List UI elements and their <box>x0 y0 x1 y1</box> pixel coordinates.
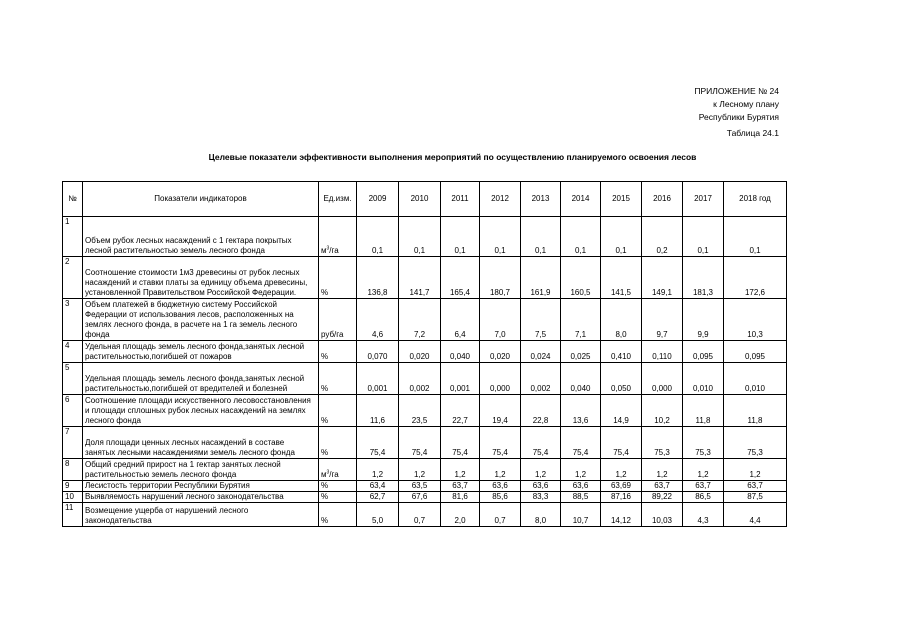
value-cell: 63,6 <box>521 481 561 492</box>
table-row <box>63 395 787 427</box>
indicator-name: Общий средний прирост на 1 гектар занятых лесной растительностью земель лесного фонда <box>83 459 319 481</box>
value-cell: 67,6 <box>399 492 441 503</box>
unit-main: % <box>321 516 329 525</box>
row-number: 8 <box>63 459 83 481</box>
value-cell: 0,025 <box>561 341 601 363</box>
column-header: № <box>63 182 83 217</box>
column-header: 2017 <box>683 182 724 217</box>
value-cell: 1,2 <box>642 459 683 481</box>
value-cell: 86,5 <box>683 492 724 503</box>
row-number: 6 <box>63 395 83 427</box>
value-cell: 1,2 <box>480 459 521 481</box>
unit-main: % <box>321 384 329 393</box>
indicator-name: Возмещение ущерба от нарушений лесного законодательства <box>83 503 319 527</box>
column-header: Ед.изм. <box>319 182 357 217</box>
value-cell: 63,7 <box>441 481 480 492</box>
value-cell: 0,020 <box>480 341 521 363</box>
unit-cell <box>319 481 357 492</box>
table-row <box>63 503 787 527</box>
value-cell: 62,7 <box>357 492 399 503</box>
value-cell: 8,0 <box>601 299 642 341</box>
table-row <box>63 481 787 492</box>
unit-cell <box>319 492 357 503</box>
unit-main: % <box>321 492 329 501</box>
unit-cell <box>319 395 357 427</box>
value-cell: 11,8 <box>724 395 787 427</box>
value-cell: 75,4 <box>480 427 521 459</box>
value-cell: 0,000 <box>480 363 521 395</box>
value-cell: 14,9 <box>601 395 642 427</box>
column-header: Показатели индикаторов <box>83 182 319 217</box>
unit-main: % <box>321 288 329 297</box>
value-cell: 7,2 <box>399 299 441 341</box>
column-header: 2014 <box>561 182 601 217</box>
value-cell: 75,4 <box>521 427 561 459</box>
value-cell: 0,1 <box>561 217 601 257</box>
value-cell: 136,8 <box>357 257 399 299</box>
unit-main: % <box>321 416 329 425</box>
value-cell: 172,6 <box>724 257 787 299</box>
column-header: 2018 год <box>724 182 787 217</box>
value-cell: 0,050 <box>601 363 642 395</box>
unit-cell <box>319 363 357 395</box>
value-cell: 22,8 <box>521 395 561 427</box>
unit-cell <box>319 257 357 299</box>
unit-superscript: 3 <box>326 245 330 252</box>
column-header: 2012 <box>480 182 521 217</box>
column-header: 2015 <box>601 182 642 217</box>
value-cell: 165,4 <box>441 257 480 299</box>
appendix-region: Республики Бурятия <box>698 112 779 122</box>
indicators-table <box>62 181 787 527</box>
value-cell: 6,4 <box>441 299 480 341</box>
document-title: Целевые показатели эффективности выполнения мероприятий по осуществлению планируемого освоения лесов <box>208 152 697 162</box>
column-header: 2013 <box>521 182 561 217</box>
value-cell: 85,6 <box>480 492 521 503</box>
indicator-name: Объем платежей в бюджетную систему Российской Федерации от использования лесов, расположенных на землях лесного фонда, в расчете на 1 га земель лесного фонда <box>83 299 319 341</box>
value-cell: 0,1 <box>724 217 787 257</box>
value-cell: 0,095 <box>724 341 787 363</box>
value-cell: 0,024 <box>521 341 561 363</box>
value-cell: 1,2 <box>521 459 561 481</box>
value-cell: 75,4 <box>561 427 601 459</box>
value-cell: 63,6 <box>480 481 521 492</box>
value-cell: 2,0 <box>441 503 480 527</box>
value-cell: 0,1 <box>480 217 521 257</box>
unit-cell <box>319 503 357 527</box>
value-cell: 10,3 <box>724 299 787 341</box>
row-number: 2 <box>63 257 83 299</box>
value-cell: 75,4 <box>357 427 399 459</box>
unit-main: м <box>321 246 327 255</box>
value-cell: 10,03 <box>642 503 683 527</box>
value-cell: 4,3 <box>683 503 724 527</box>
unit-tail: /га <box>329 470 339 479</box>
table-header-row <box>63 182 787 217</box>
value-cell: 19,4 <box>480 395 521 427</box>
value-cell: 7,5 <box>521 299 561 341</box>
value-cell: 63,7 <box>683 481 724 492</box>
value-cell: 0,1 <box>441 217 480 257</box>
value-cell: 0,095 <box>683 341 724 363</box>
indicator-name: Соотношение стоимости 1м3 древесины от рубок лесных насаждений и ставки платы за единицу объема древесины, установленной Правительством Российской Федерации. <box>83 257 319 299</box>
row-number: 7 <box>63 427 83 459</box>
value-cell: 8,0 <box>521 503 561 527</box>
value-cell: 180,7 <box>480 257 521 299</box>
value-cell: 0,1 <box>601 217 642 257</box>
value-cell: 0,040 <box>561 363 601 395</box>
value-cell: 160,5 <box>561 257 601 299</box>
unit-main: руб/га <box>321 330 344 339</box>
value-cell: 0,002 <box>521 363 561 395</box>
value-cell: 75,4 <box>601 427 642 459</box>
value-cell: 0,1 <box>399 217 441 257</box>
value-cell: 161,9 <box>521 257 561 299</box>
table-row <box>63 257 787 299</box>
value-cell: 75,3 <box>683 427 724 459</box>
row-number: 9 <box>63 481 83 492</box>
value-cell: 63,69 <box>601 481 642 492</box>
unit-superscript: 3 <box>326 469 330 476</box>
value-cell: 181,3 <box>683 257 724 299</box>
row-number: 1 <box>63 217 83 257</box>
value-cell: 1,2 <box>601 459 642 481</box>
table-row <box>63 459 787 481</box>
value-cell: 4,4 <box>724 503 787 527</box>
unit-main: % <box>321 481 329 490</box>
value-cell: 1,2 <box>357 459 399 481</box>
value-cell: 0,410 <box>601 341 642 363</box>
value-cell: 0,1 <box>683 217 724 257</box>
column-header: 2010 <box>399 182 441 217</box>
value-cell: 0,7 <box>480 503 521 527</box>
value-cell: 0,7 <box>399 503 441 527</box>
value-cell: 63,7 <box>724 481 787 492</box>
value-cell: 0,000 <box>642 363 683 395</box>
table-row <box>63 427 787 459</box>
column-header: 2016 <box>642 182 683 217</box>
value-cell: 23,5 <box>399 395 441 427</box>
value-cell: 149,1 <box>642 257 683 299</box>
value-cell: 0,110 <box>642 341 683 363</box>
value-cell: 7,0 <box>480 299 521 341</box>
row-number: 3 <box>63 299 83 341</box>
value-cell: 75,4 <box>441 427 480 459</box>
unit-main: % <box>321 352 329 361</box>
value-cell: 10,7 <box>561 503 601 527</box>
value-cell: 141,5 <box>601 257 642 299</box>
row-number: 4 <box>63 341 83 363</box>
column-header: 2011 <box>441 182 480 217</box>
table-row <box>63 341 787 363</box>
value-cell: 0,001 <box>357 363 399 395</box>
unit-tail: /га <box>329 246 339 255</box>
value-cell: 9,7 <box>642 299 683 341</box>
value-cell: 13,6 <box>561 395 601 427</box>
value-cell: 81,6 <box>441 492 480 503</box>
value-cell: 1,2 <box>399 459 441 481</box>
value-cell: 11,6 <box>357 395 399 427</box>
value-cell: 14,12 <box>601 503 642 527</box>
value-cell: 75,4 <box>399 427 441 459</box>
value-cell: 4,6 <box>357 299 399 341</box>
value-cell: 141,7 <box>399 257 441 299</box>
value-cell: 63,5 <box>399 481 441 492</box>
table-number: Таблица 24.1 <box>726 128 779 138</box>
unit-cell <box>319 299 357 341</box>
value-cell: 87,16 <box>601 492 642 503</box>
row-number: 11 <box>63 503 83 527</box>
column-header: 2009 <box>357 182 399 217</box>
table-row <box>63 492 787 503</box>
value-cell: 5,0 <box>357 503 399 527</box>
indicator-name: Соотношение площади искусственного лесовосстановления и площади сплошных рубок лесных насаждений на землях лесного фонда <box>83 395 319 427</box>
indicator-name: Удельная площадь земель лесного фонда,занятых лесной растительностью,погибшей от пожаров <box>83 341 319 363</box>
indicator-name: Удельная площадь земель лесного фонда,занятых лесной растительностью,погибшей от вредителей и болезней <box>83 363 319 395</box>
value-cell: 0,002 <box>399 363 441 395</box>
value-cell: 0,040 <box>441 341 480 363</box>
value-cell: 0,070 <box>357 341 399 363</box>
value-cell: 0,001 <box>441 363 480 395</box>
value-cell: 1,2 <box>441 459 480 481</box>
value-cell: 0,020 <box>399 341 441 363</box>
value-cell: 63,4 <box>357 481 399 492</box>
value-cell: 0,010 <box>683 363 724 395</box>
row-number: 5 <box>63 363 83 395</box>
value-cell: 11,8 <box>683 395 724 427</box>
value-cell: 1,2 <box>561 459 601 481</box>
indicator-name: Объем рубок лесных насаждений с 1 гектара покрытых лесной растительностью земель лесного фонда <box>83 217 319 257</box>
table-row <box>63 299 787 341</box>
value-cell: 63,7 <box>642 481 683 492</box>
value-cell: 22,7 <box>441 395 480 427</box>
appendix-subline: к Лесному плану <box>713 99 779 109</box>
indicator-name: Лесистость территории Республики Бурятия <box>83 481 319 492</box>
indicator-name: Доля площади ценных лесных насаждений в составе занятых лесными насаждениями земель лесного фонда <box>83 427 319 459</box>
table-row <box>63 217 787 257</box>
value-cell: 1,2 <box>683 459 724 481</box>
unit-cell <box>319 427 357 459</box>
value-cell: 89,22 <box>642 492 683 503</box>
value-cell: 75,3 <box>642 427 683 459</box>
value-cell: 83,3 <box>521 492 561 503</box>
value-cell: 0,1 <box>357 217 399 257</box>
value-cell: 63,6 <box>561 481 601 492</box>
unit-main: м <box>321 470 327 479</box>
unit-cell <box>319 459 357 481</box>
table-row <box>63 363 787 395</box>
value-cell: 87,5 <box>724 492 787 503</box>
value-cell: 0,010 <box>724 363 787 395</box>
unit-cell <box>319 217 357 257</box>
indicator-name: Выявляемость нарушений лесного законодательства <box>83 492 319 503</box>
row-number: 10 <box>63 492 83 503</box>
unit-main: % <box>321 448 329 457</box>
value-cell: 75,3 <box>724 427 787 459</box>
appendix-label: ПРИЛОЖЕНИЕ № 24 <box>694 86 779 96</box>
value-cell: 10,2 <box>642 395 683 427</box>
value-cell: 7,1 <box>561 299 601 341</box>
value-cell: 0,2 <box>642 217 683 257</box>
value-cell: 9,9 <box>683 299 724 341</box>
value-cell: 88,5 <box>561 492 601 503</box>
unit-cell <box>319 341 357 363</box>
value-cell: 1,2 <box>724 459 787 481</box>
value-cell: 0,1 <box>521 217 561 257</box>
